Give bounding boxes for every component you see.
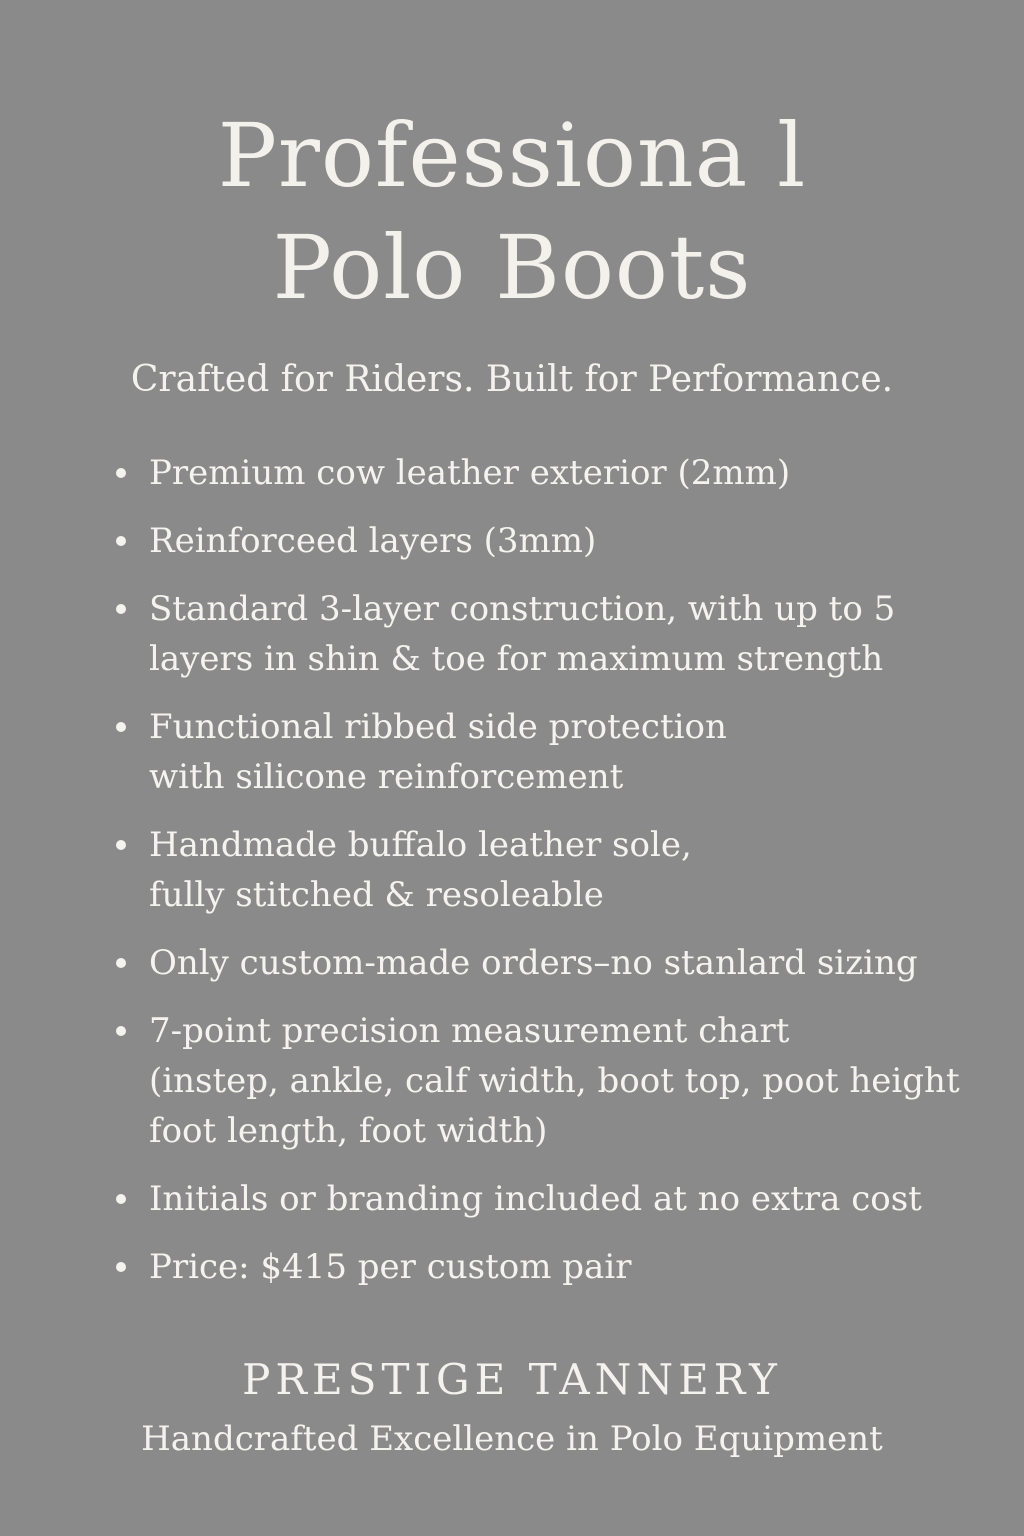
feature-item bbox=[112, 1006, 972, 1156]
bullet-icon bbox=[116, 722, 126, 732]
feature-line: Premium cow leather exterior (2mm) bbox=[149, 453, 791, 493]
bullet-icon bbox=[116, 604, 126, 614]
feature-line: Standard 3-layer construction, with up to 5 bbox=[149, 589, 896, 629]
feature-text bbox=[149, 1006, 972, 1156]
title-line-2: Polo Boots bbox=[272, 216, 752, 319]
feature-text bbox=[149, 938, 972, 988]
feature-line: with silicone reinforcement bbox=[149, 757, 624, 797]
bullet-icon bbox=[116, 468, 126, 478]
bullet-icon bbox=[116, 1026, 126, 1036]
subtitle: Crafted for Riders. Built for Performance. bbox=[130, 359, 894, 400]
feature-line: fully stitched & resoleable bbox=[149, 875, 604, 915]
page-title bbox=[0, 100, 1024, 324]
feature-text bbox=[149, 584, 972, 684]
feature-line: Only custom-made orders–no stanlard sizing bbox=[149, 943, 918, 983]
feature-line: Functional ribbed side protection bbox=[149, 707, 727, 747]
feature-text bbox=[149, 516, 972, 566]
feature-item bbox=[112, 516, 972, 566]
title-line-1: Professiona l bbox=[217, 104, 807, 207]
bullet-icon bbox=[116, 1262, 126, 1272]
bullet-icon bbox=[116, 536, 126, 546]
feature-list bbox=[112, 448, 972, 1310]
brand-tagline: Handcrafted Excellence in Polo Equipment bbox=[141, 1419, 883, 1459]
feature-line: foot length, foot width) bbox=[149, 1111, 548, 1151]
feature-line: (instep, ankle, calf width, boot top, poot height bbox=[149, 1061, 960, 1101]
feature-line: 7-point precision measurement chart bbox=[149, 1011, 790, 1051]
feature-item bbox=[112, 448, 972, 498]
bullet-icon bbox=[116, 840, 126, 850]
feature-item bbox=[112, 938, 972, 988]
bullet-icon bbox=[116, 1194, 126, 1204]
feature-item bbox=[112, 1242, 972, 1292]
feature-text bbox=[149, 448, 972, 498]
feature-item bbox=[112, 820, 972, 920]
feature-text bbox=[149, 820, 972, 920]
feature-line: Handmade buffalo leather sole, bbox=[149, 825, 692, 865]
feature-item bbox=[112, 702, 972, 802]
feature-text bbox=[149, 1242, 972, 1292]
feature-line: Initials or branding included at no extra cost bbox=[149, 1179, 922, 1219]
brand-name: PRESTIGE TANNERY bbox=[242, 1355, 782, 1404]
feature-item bbox=[112, 584, 972, 684]
feature-item bbox=[112, 1174, 972, 1224]
feature-text bbox=[149, 1174, 972, 1224]
feature-line: Price: $415 per custom pair bbox=[149, 1247, 632, 1287]
feature-text bbox=[149, 702, 972, 802]
feature-line: layers in shin & toe for maximum strength bbox=[149, 639, 884, 679]
bullet-icon bbox=[116, 958, 126, 968]
feature-line: Reinforceed layers (3mm) bbox=[149, 521, 597, 561]
